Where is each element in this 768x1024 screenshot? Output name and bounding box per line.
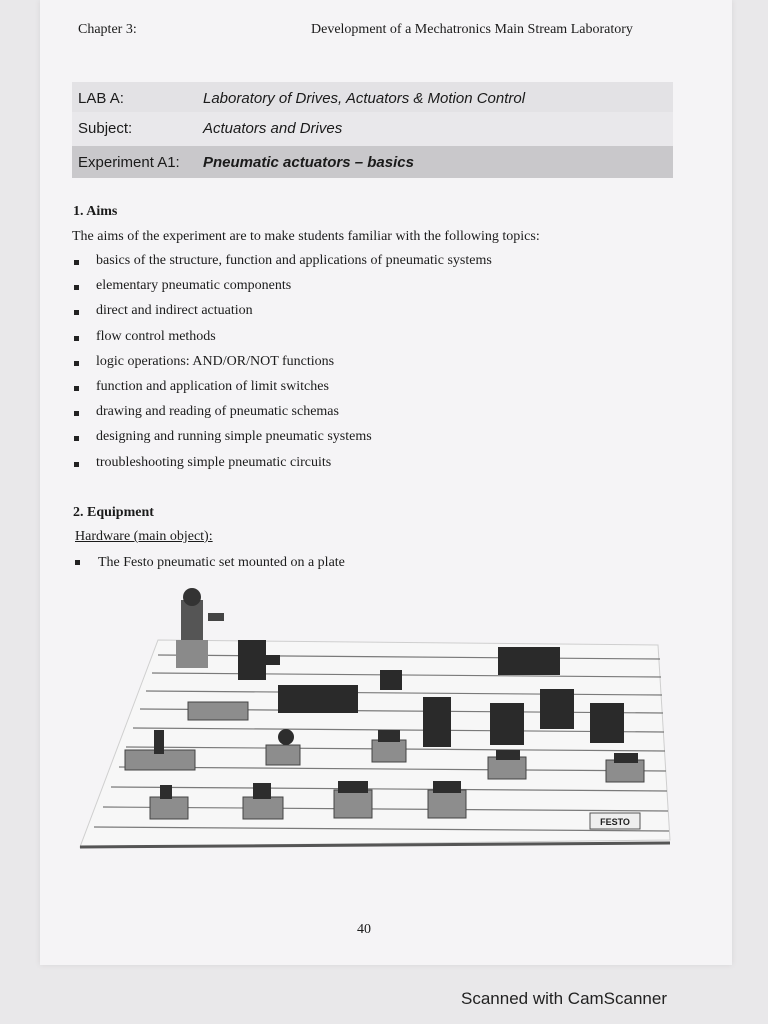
aims-list bbox=[72, 253, 492, 480]
bullet-icon bbox=[75, 560, 80, 565]
lab-info-box bbox=[72, 82, 673, 178]
list-item bbox=[72, 329, 492, 354]
lab-value: Laboratory of Drives, Actuators & Motion Control bbox=[203, 90, 526, 107]
subject-key: Subject: bbox=[78, 120, 133, 137]
scanner-watermark: Scanned with CamScanner bbox=[461, 989, 668, 1008]
bullet-icon bbox=[74, 310, 79, 315]
list-item bbox=[72, 379, 492, 404]
page-number: 40 bbox=[357, 922, 371, 937]
bullet-icon bbox=[74, 462, 79, 467]
list-item bbox=[72, 429, 492, 454]
lab-row-subject bbox=[72, 112, 673, 146]
hardware-item bbox=[75, 555, 345, 571]
bullet-icon bbox=[74, 285, 79, 290]
lab-key: LAB A: bbox=[78, 90, 124, 107]
subject-value: Actuators and Drives bbox=[203, 120, 343, 137]
hardware-label: Hardware (main object): bbox=[75, 529, 213, 544]
bullet-icon bbox=[74, 336, 79, 341]
header-chapter: Chapter 3: bbox=[78, 22, 137, 37]
equipment-heading: 2. Equipment bbox=[73, 505, 154, 520]
header-title: Development of a Mechatronics Main Stream Laboratory bbox=[311, 22, 633, 37]
experiment-key: Experiment A1: bbox=[78, 154, 180, 171]
bullet-icon bbox=[74, 411, 79, 416]
list-item bbox=[72, 278, 492, 303]
list-item bbox=[72, 303, 492, 328]
list-item-text: logic operations: AND/OR/NOT functions bbox=[96, 353, 335, 369]
list-item bbox=[72, 253, 492, 278]
list-item bbox=[72, 455, 492, 480]
aims-intro: The aims of the experiment are to make students familiar with the following topics: bbox=[72, 229, 540, 244]
bullet-icon bbox=[74, 436, 79, 441]
list-item-text: troubleshooting simple pneumatic circuits bbox=[96, 454, 332, 470]
hardware-item-text: The Festo pneumatic set mounted on a plate bbox=[98, 555, 345, 570]
festo-brand-text: FESTO bbox=[600, 817, 630, 827]
list-item-text: direct and indirect actuation bbox=[96, 303, 253, 319]
list-item-text: elementary pneumatic components bbox=[96, 278, 292, 294]
bullet-icon bbox=[74, 361, 79, 366]
festo-plate-photo bbox=[78, 585, 678, 860]
list-item-text: flow control methods bbox=[96, 328, 216, 344]
list-item-text: basics of the structure, function and applications of pneumatic systems bbox=[96, 253, 492, 268]
bullet-icon bbox=[74, 260, 79, 265]
lab-row-experiment bbox=[72, 146, 673, 178]
list-item bbox=[72, 404, 492, 429]
experiment-value: Pneumatic actuators – basics bbox=[203, 154, 414, 171]
list-item-text: function and application of limit switches bbox=[96, 378, 329, 394]
list-item-text: designing and running simple pneumatic systems bbox=[96, 429, 372, 445]
aims-heading: 1. Aims bbox=[73, 204, 118, 219]
lab-row-lab bbox=[72, 82, 673, 112]
bullet-icon bbox=[74, 386, 79, 391]
list-item bbox=[72, 354, 492, 379]
list-item-text: drawing and reading of pneumatic schemas bbox=[96, 404, 339, 420]
